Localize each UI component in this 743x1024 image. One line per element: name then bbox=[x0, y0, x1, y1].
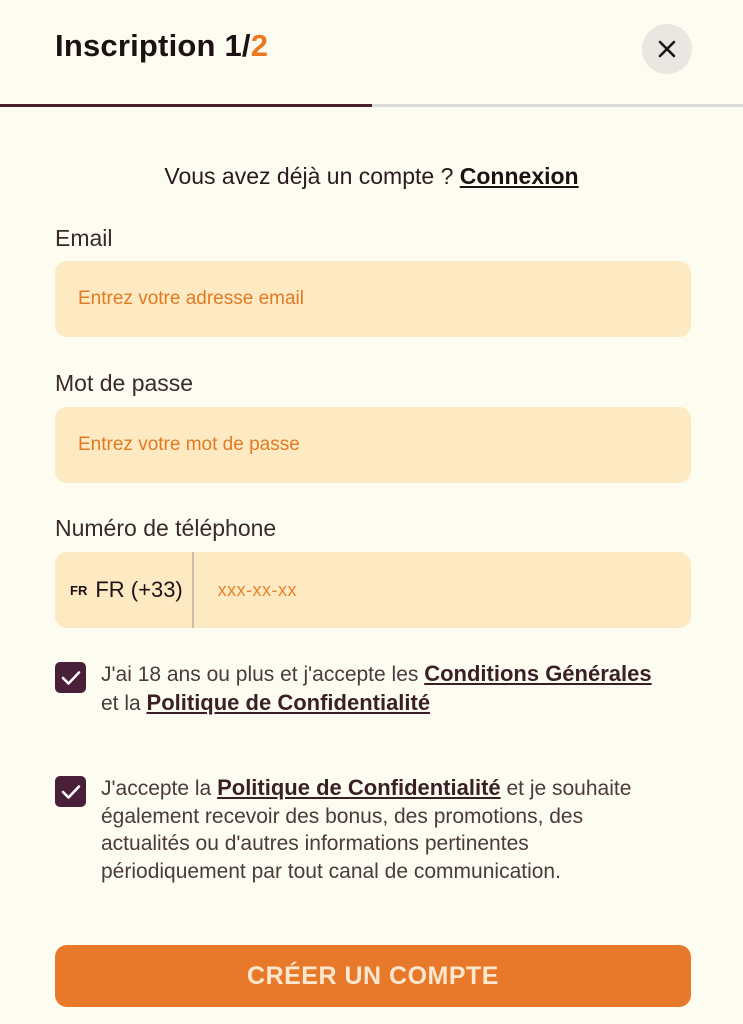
marketing-consent-row bbox=[55, 774, 691, 885]
modal-header bbox=[0, 0, 743, 104]
terms-conditions-link[interactable]: Conditions Générales bbox=[424, 661, 652, 686]
email-field-container bbox=[55, 261, 691, 337]
marketing-checkbox[interactable] bbox=[55, 776, 86, 807]
phone-label: Numéro de téléphone bbox=[55, 515, 277, 541]
page-title bbox=[55, 28, 268, 64]
flag-icon: FR bbox=[70, 582, 88, 598]
terms-privacy-link[interactable]: Politique de Confidentialité bbox=[146, 689, 431, 715]
close-button[interactable] bbox=[642, 24, 692, 74]
close-icon bbox=[658, 40, 676, 58]
terms-consent-row bbox=[55, 660, 691, 717]
marketing-privacy-link[interactable]: Politique de Confidentialité bbox=[217, 775, 501, 800]
email-input[interactable] bbox=[55, 287, 691, 311]
password-field-container bbox=[55, 407, 691, 483]
marketing-text-after: et je souhaite également recevoir des bonus, des promotions, des actualités ou d'autres informations pertinentes périodiquement par tout canal de communication. bbox=[101, 777, 632, 883]
login-link[interactable]: Connexion bbox=[459, 163, 579, 189]
create-account-button[interactable]: CRÉER UN COMPTE bbox=[55, 945, 691, 1007]
title-step-total: 2 bbox=[250, 28, 269, 63]
email-label: Email bbox=[55, 225, 113, 251]
country-code-selector[interactable] bbox=[55, 552, 194, 628]
phone-input[interactable] bbox=[194, 579, 691, 602]
marketing-consent-text bbox=[101, 774, 671, 885]
terms-text-middle: et la bbox=[101, 691, 147, 715]
progress-fill bbox=[0, 104, 372, 107]
terms-consent-text bbox=[101, 660, 671, 717]
checkmark-icon bbox=[61, 670, 81, 686]
country-code-value: FR (+33) bbox=[95, 577, 183, 602]
progress-bar bbox=[0, 104, 743, 107]
phone-field-container bbox=[55, 552, 691, 628]
marketing-text-before: J'accepte la bbox=[101, 777, 218, 800]
title-step: Inscription 1/ bbox=[55, 28, 251, 63]
terms-text-before: J'ai 18 ans ou plus et j'accepte les bbox=[101, 663, 425, 686]
password-label: Mot de passe bbox=[55, 370, 194, 396]
login-question: Vous avez déjà un compte ? bbox=[164, 163, 460, 189]
login-prompt bbox=[0, 163, 743, 190]
terms-checkbox[interactable] bbox=[55, 662, 86, 693]
checkmark-icon bbox=[61, 784, 81, 800]
password-input[interactable] bbox=[55, 433, 691, 457]
